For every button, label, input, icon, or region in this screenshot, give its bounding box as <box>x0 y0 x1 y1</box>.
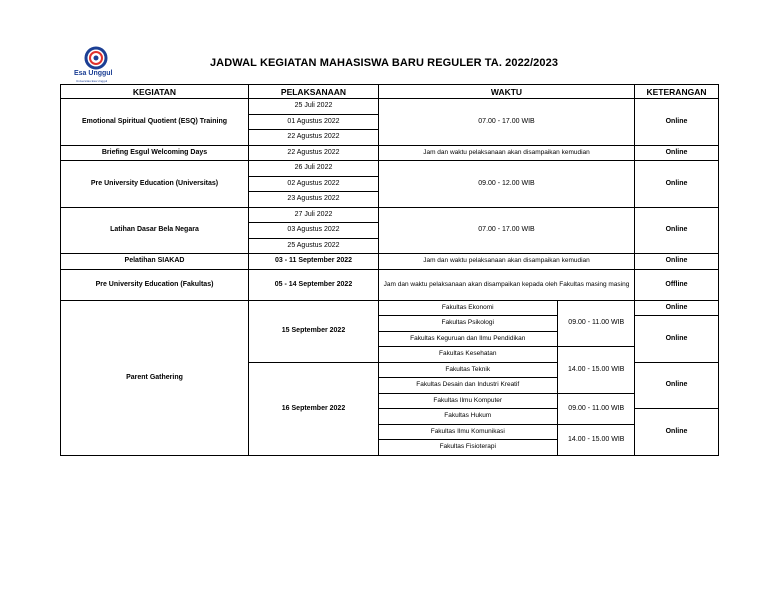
cell-kegiatan: Pelatihan SIAKAD <box>61 254 249 270</box>
cell-keterangan: Online <box>635 207 719 254</box>
cell-waktu: 07.00 - 17.00 WIB <box>379 99 635 146</box>
cell-keterangan: Online <box>635 362 719 409</box>
page-title: JADWAL KEGIATAN MAHASISWA BARU REGULER TA. 2022/2023 <box>209 57 559 69</box>
cell-kegiatan: Briefing Esgul Welcoming Days <box>61 145 249 161</box>
faculty-name: Fakultas Ilmu Komunikasi <box>379 424 557 440</box>
cell-date: 01 Agustus 2022 <box>249 114 379 130</box>
cell-date: 22 Agustus 2022 <box>249 130 379 146</box>
cell-date: 27 Juli 2022 <box>249 207 379 223</box>
logo-name: Esa Unggul <box>74 70 113 77</box>
faculty-name: Fakultas Keguruan dan Ilmu Pendidikan <box>379 331 557 347</box>
header-kegiatan: KEGIATAN <box>61 85 249 99</box>
cell-date: 25 Juli 2022 <box>249 99 379 115</box>
cell-date: 05 - 14 September 2022 <box>249 269 379 300</box>
cell-keterangan: Online <box>635 300 719 316</box>
table-row <box>61 269 719 300</box>
faculty-name: Fakultas Fisioterapi <box>379 440 557 455</box>
faculty-name: Fakultas Hukum <box>379 409 557 425</box>
table-row <box>61 254 719 270</box>
faculty-name: Fakultas Ekonomi <box>379 301 557 316</box>
cell-date: 02 Agustus 2022 <box>249 176 379 192</box>
cell-kegiatan: Emotional Spiritual Quotient (ESQ) Training <box>61 99 249 146</box>
logo-tagline: Universitas Esa Unggul <box>76 79 108 83</box>
table-row <box>61 145 719 161</box>
cell-date: 25 Agustus 2022 <box>249 238 379 254</box>
cell-date: 22 Agustus 2022 <box>249 145 379 161</box>
faculty-waktu: 14.00 - 15.00 WIB <box>557 424 635 455</box>
faculty-name: Fakultas Kesehatan <box>379 347 557 363</box>
table-row <box>61 99 719 115</box>
faculty-row <box>379 301 635 316</box>
cell-waktu: 09.00 - 12.00 WIB <box>379 161 635 208</box>
faculty-waktu: 09.00 - 11.00 WIB <box>557 301 635 347</box>
table-row <box>61 161 719 177</box>
faculty-name: Fakultas Desain dan Industri Kreatif <box>379 378 557 394</box>
cell-date: 03 - 11 September 2022 <box>249 254 379 270</box>
header-pelaksanaan: PELAKSANAAN <box>249 85 379 99</box>
cell-waktu: 07.00 - 17.00 WIB <box>379 207 635 254</box>
cell-keterangan: Online <box>635 254 719 270</box>
cell-kegiatan: Latihan Dasar Bela Negara <box>61 207 249 254</box>
faculty-row <box>379 393 635 409</box>
faculty-row <box>379 347 635 363</box>
cell-kegiatan: Pre University Education (Fakultas) <box>61 269 249 300</box>
cell-waktu: Jam dan waktu pelaksanaan akan disampaikan kepada oleh Fakultas masing masing <box>379 269 635 300</box>
cell-date: 15 September 2022 <box>249 300 379 362</box>
faculty-row <box>379 424 635 440</box>
cell-date: 26 Juli 2022 <box>249 161 379 177</box>
cell-kegiatan: Parent Gathering <box>61 300 249 455</box>
faculty-name: Fakultas Teknik <box>379 362 557 378</box>
faculty-subtable <box>379 300 635 455</box>
cell-date: 16 September 2022 <box>249 362 379 455</box>
schedule-table <box>60 84 719 456</box>
faculty-name: Fakultas Psikologi <box>379 316 557 332</box>
cell-keterangan: Offline <box>635 269 719 300</box>
cell-kegiatan: Pre University Education (Universitas) <box>61 161 249 208</box>
faculty-waktu: 14.00 - 15.00 WIB <box>557 347 635 394</box>
header-waktu: WAKTU <box>379 85 635 99</box>
cell-keterangan: Online <box>635 409 719 456</box>
cell-date: 23 Agustus 2022 <box>249 192 379 208</box>
header-keterangan: KETERANGAN <box>635 85 719 99</box>
header-row <box>61 85 719 99</box>
cell-keterangan: Online <box>635 161 719 208</box>
cell-waktu: Jam dan waktu pelaksanaan akan disampaikan kemudian <box>379 145 635 161</box>
faculty-waktu: 09.00 - 11.00 WIB <box>557 393 635 424</box>
faculty-table <box>379 301 635 455</box>
cell-waktu: Jam dan waktu pelaksanaan akan disampaikan kemudian <box>379 254 635 270</box>
cell-keterangan: Online <box>635 316 719 363</box>
cell-keterangan: Online <box>635 99 719 146</box>
cell-date: 03 Agustus 2022 <box>249 223 379 239</box>
cell-keterangan: Online <box>635 145 719 161</box>
table-row <box>61 207 719 223</box>
faculty-name: Fakultas Ilmu Komputer <box>379 393 557 409</box>
